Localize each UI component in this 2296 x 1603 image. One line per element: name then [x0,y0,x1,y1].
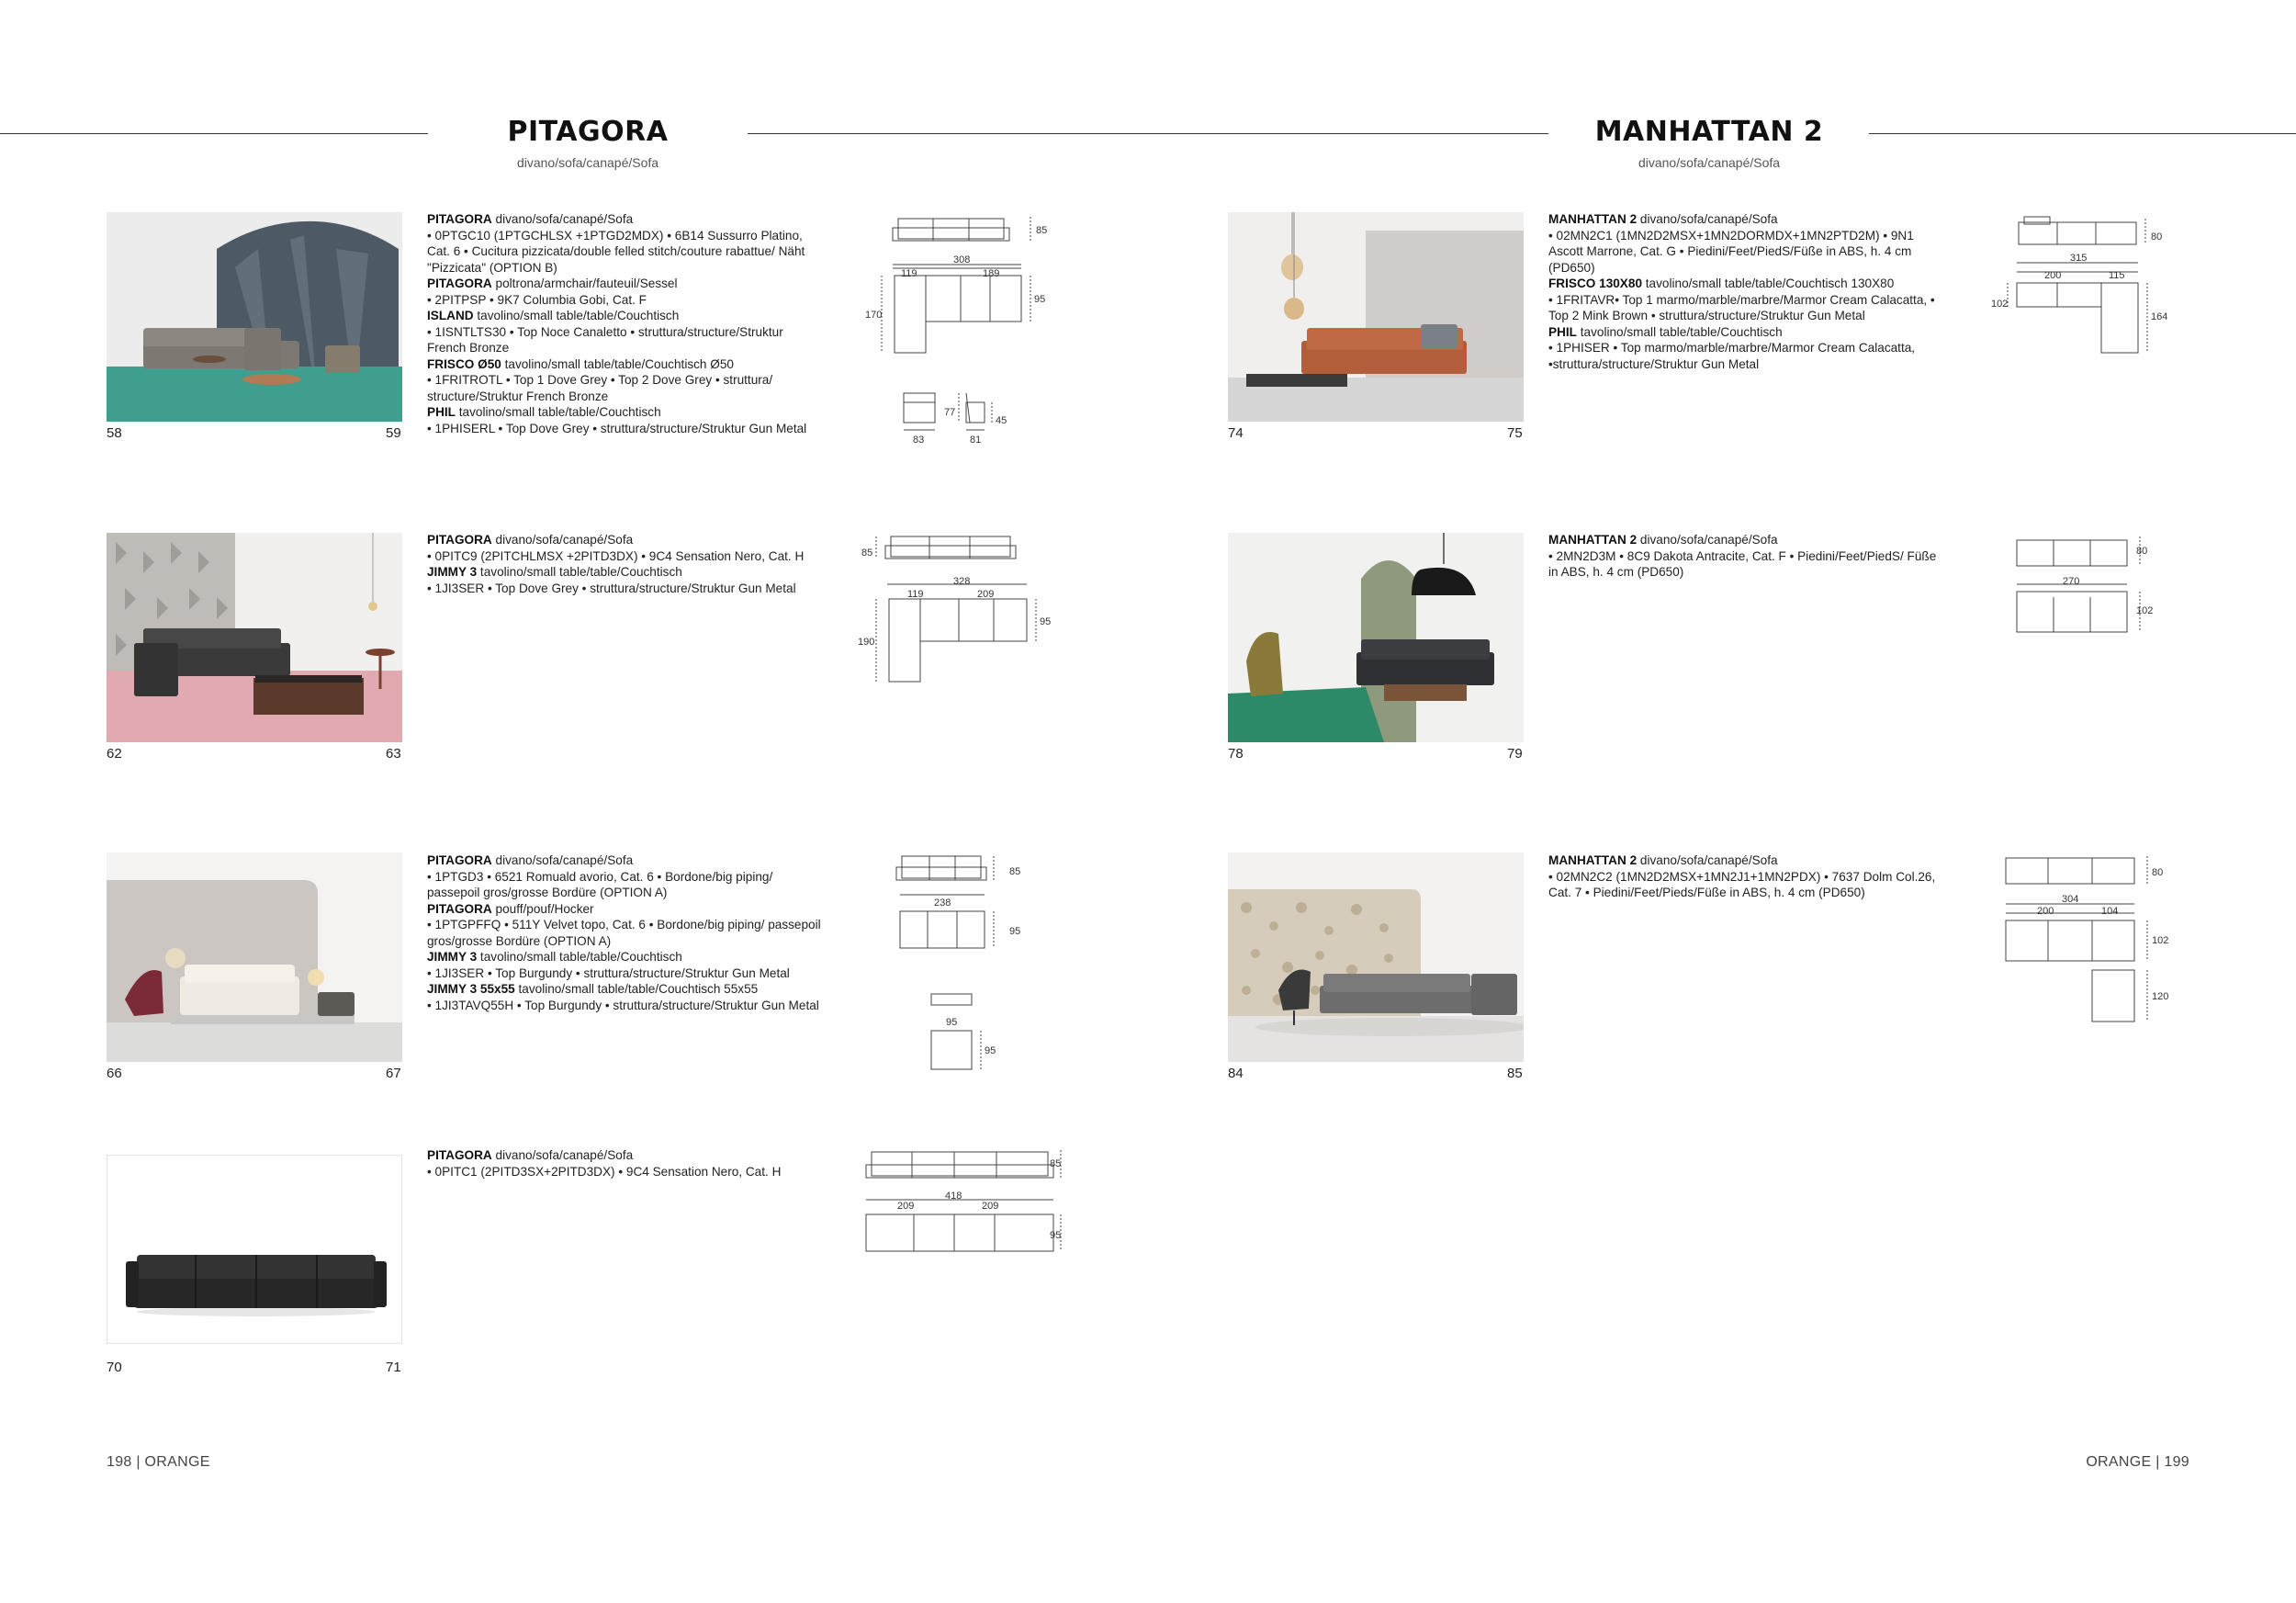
product-name: JIMMY 3 [427,950,478,964]
page-number: 71 [386,1360,401,1375]
product-detail: • 1JI3SER • Top Dove Grey • struttura/structure/Struktur Gun Metal [427,581,796,595]
product-detail: • 2MN2D3M • 8C9 Dakota Antracite, Cat. F • Piedini/Feet/PiedS/ Füße in ABS, h. 4 cm (PD650) [1548,548,1937,579]
header-rule-right [1869,133,2296,134]
dim-height: 85 [1036,225,1048,236]
page-number: 74 [1228,425,1244,441]
photo-illustration [107,852,402,1062]
description-line [1548,228,1943,277]
product-description-pitagora-3 [427,852,822,1013]
product-detail: tavolino/small table/table/Couchtisch [455,405,661,419]
description-line [427,917,822,949]
description-line [427,981,822,998]
product-detail: • 0PTGC10 (1PTGCHLSX +1PTGD2MDX) • 6B14 Sussurro Platino, Cat. 6 • Cucitura pizzicata/double felled stitch/couture rabattue/ Näht "Pizzicata" (OPTION B) [427,228,805,275]
dim-chair-seat: 45 [996,415,1007,426]
description-line [1548,324,1943,341]
dim-depth: 95 [1009,926,1021,937]
product-name: PITAGORA [427,1148,492,1162]
dim-height: 85 [861,548,873,559]
dim-section-a: 119 [901,268,917,279]
product-detail: tavolino/small table/table/Couchtisch [477,950,682,964]
description-line [427,308,822,324]
product-photo-pitagora-4 [107,1155,402,1344]
product-name: PITAGORA [427,901,492,916]
dim-left: 170 [865,310,883,321]
dimension-drawing-pitagora-2 [858,531,1065,696]
description-line [1548,292,1943,324]
dim-depth: 95 [1040,616,1052,627]
product-detail: • 1PHISERL • Top Dove Grey • struttura/structure/Struktur Gun Metal [427,421,807,435]
dim-height: 85 [1050,1158,1062,1169]
dim-section-b: 104 [2101,906,2119,917]
description-line [427,949,822,965]
product-detail: • 1PHISER • Top marmo/marble/marbre/Marmor Cream Calacatta, •struttura/structure/Struktur Gun Metal [1548,341,1916,371]
dim-width: 315 [2070,253,2088,264]
description-line [1548,276,1943,292]
product-photo-pitagora-3 [107,852,402,1062]
dim-right: 164 [2151,311,2168,322]
header-rule-left [0,133,428,134]
product-photo-manhattan-2 [1228,533,1524,742]
description-line [1548,852,1943,869]
product-name: MANHATTAN 2 [1548,212,1638,226]
description-line [427,421,822,437]
dim-width: 328 [953,576,971,587]
product-name: JIMMY 3 [427,565,478,579]
page-number: 59 [386,425,401,441]
description-line [427,548,822,565]
description-line [427,852,822,869]
dim-section-b: 209 [977,589,995,600]
dim-left: 190 [858,637,875,648]
dimension-drawing-pitagora-1 [865,209,1064,448]
dim-pouf-depth: 95 [985,1045,996,1056]
page-number: 70 [107,1360,122,1375]
description-line [427,276,822,292]
product-detail: divano/sofa/canapé/Sofa [1637,853,1778,867]
header-rule-middle [748,133,1548,134]
series-name: PITAGORA [507,116,669,148]
page-number: 78 [1228,746,1244,762]
product-description-manhattan-3 [1548,852,1943,901]
dim-depth: 102 [2136,605,2154,616]
product-photo-pitagora-1 [107,212,402,422]
dim-height: 80 [2136,546,2148,557]
product-detail: divano/sofa/canapé/Sofa [491,533,634,547]
dim-chair-width: 83 [913,435,925,446]
page-number: 66 [107,1066,122,1081]
dim-left: 102 [1991,299,2009,310]
page-number: 67 [386,1066,401,1081]
description-line [427,1147,822,1164]
product-detail: divano/sofa/canapé/Sofa [1637,533,1778,547]
page-number: 58 [107,425,122,441]
dim-section-a: 200 [2037,906,2054,917]
dim-section-a: 200 [2044,270,2062,281]
description-line [1548,548,1943,581]
dim-depth: 95 [1034,294,1046,305]
product-name: PITAGORA [427,277,492,290]
description-line [1548,532,1943,548]
dimension-drawing-manhattan-2 [2011,531,2167,641]
product-detail: tavolino/small table/table/Couchtisch 55x55 [514,982,759,996]
product-detail: • 1PTGD3 • 6521 Romuald avorio, Cat. 6 • Bordone/big piping/ passepoil gros/grosse Bordüre (OPTION A) [427,869,773,899]
dimension-drawing-manhattan-3 [2000,851,2175,1025]
dim-section-b: 115 [2109,270,2125,281]
page-number: 79 [1507,746,1523,762]
product-name: JIMMY 3 55x55 [427,982,515,996]
product-name: MANHATTAN 2 [1548,533,1638,547]
page-number: 85 [1507,1066,1523,1081]
product-detail: poltrona/armchair/fauteuil/Sessel [491,277,678,290]
description-line [1548,211,1943,228]
description-line [427,901,822,918]
description-line [427,356,822,373]
dim-width: 304 [2062,894,2079,905]
series-title-pitagora [404,116,771,170]
description-line [427,998,822,1014]
dim-section-b: 209 [982,1201,999,1212]
product-description-pitagora-4 [427,1147,822,1180]
description-line [427,211,822,228]
dimension-drawing-pitagora-3 [891,851,1038,1080]
product-name: PHIL [1548,324,1577,339]
product-name: PITAGORA [427,212,492,226]
description-line [427,581,822,597]
dim-width: 418 [945,1191,962,1202]
description-line [1548,869,1943,901]
product-detail: tavolino/small table/table/Couchtisch [473,309,680,322]
product-name: ISLAND [427,309,474,322]
dim-width: 308 [953,254,971,265]
description-line [427,1164,822,1180]
photo-illustration [107,1156,401,1343]
product-detail: • 1FRITROTL • Top 1 Dove Grey • Top 2 Dove Grey • struttura/ structure/Struktur French Bronze [427,373,773,403]
page-number: 84 [1228,1066,1244,1081]
product-description-pitagora-2 [427,532,822,596]
page-number: 75 [1507,425,1523,441]
dim-chair-depth: 81 [970,435,982,446]
product-name: FRISCO Ø50 [427,356,501,371]
page-number: 62 [107,746,122,762]
product-detail: tavolino/small table/table/Couchtisch [1576,324,1783,339]
photo-illustration [107,533,402,742]
photo-illustration [107,212,402,422]
product-name: PITAGORA [427,853,492,867]
product-detail: • 2PITPSP • 9K7 Columbia Gobi, Cat. F [427,292,647,307]
product-photo-pitagora-2 [107,533,402,742]
description-line [427,564,822,581]
dim-width: 238 [934,897,951,909]
photo-illustration [1228,533,1524,742]
dim-height: 80 [2151,231,2163,243]
description-line [427,532,822,548]
series-subtitle: divano/sofa/canapé/Sofa [516,155,659,170]
dim-height: 80 [2152,867,2164,878]
description-line [427,869,822,901]
description-line [427,372,822,404]
dimension-drawing-pitagora-4 [859,1146,1070,1266]
product-detail: tavolino/small table/table/Couchtisch [477,565,682,579]
photo-illustration [1228,852,1524,1062]
product-detail: divano/sofa/canapé/Sofa [491,1148,634,1162]
description-line [427,228,822,277]
product-detail: • 0PITC1 (2PITD3SX+2PITD3DX) • 9C4 Sensation Nero, Cat. H [427,1164,782,1179]
dim-right: 120 [2152,991,2169,1002]
product-detail: • 02MN2C2 (1MN2D2MSX+1MN2J1+1MN2PDX) • 7637 Dolm Col.26, Cat. 7 • Piedini/Feet/Pieds/Füße in ABS, h. 4 cm (PD650) [1548,869,1936,899]
footer-page-left: 198 | ORANGE [107,1454,210,1470]
footer-page-right: ORANGE | 199 [2086,1454,2189,1470]
product-detail: • 1FRITAVR• Top 1 marmo/marble/marbre/Marmor Cream Calacatta, • Top 2 Mink Brown • struttura/structure/Struktur Gun Metal [1548,292,1935,322]
description-line [427,324,822,356]
dimension-drawing-manhattan-1 [1991,209,2175,366]
product-detail: tavolino/small table/table/Couchtisch 130X80 [1642,277,1895,290]
dim-section-b: 189 [983,268,1000,279]
product-description-manhattan-2 [1548,532,1943,581]
dim-depth: 102 [2152,935,2169,946]
series-subtitle: divano/sofa/canapé/Sofa [1638,155,1781,170]
product-detail: • 0PITC9 (2PITCHLMSX +2PITD3DX) • 9C4 Sensation Nero, Cat. H [427,548,805,563]
page-number: 63 [386,746,401,762]
product-detail: • 02MN2C1 (1MN2D2MSX+1MN2DORMDX+1MN2PTD2M) • 9N1 Ascott Marrone, Cat. G • Piedini/Feet/PiedS/Füße in ABS, h. 4 cm (PD650) [1548,228,1914,275]
series-title-manhattan [1525,116,1893,170]
dim-depth: 95 [1050,1230,1062,1241]
product-detail: divano/sofa/canapé/Sofa [491,212,634,226]
description-line [427,292,822,309]
product-description-manhattan-1 [1548,211,1943,372]
product-photo-manhattan-3 [1228,852,1524,1062]
product-detail: • 1JI3SER • Top Burgundy • struttura/structure/Struktur Gun Metal [427,965,790,980]
dim-width: 270 [2063,576,2080,587]
dim-height: 85 [1009,866,1021,877]
description-line [427,965,822,982]
product-name: PHIL [427,405,456,419]
description-line [427,404,822,421]
series-name: MANHATTAN 2 [1594,116,1824,148]
product-detail: • 1PTGPFFQ • 511Y Velvet topo, Cat. 6 • Bordone/big piping/ passepoil gros/grosse Bordüre (OPTION A) [427,918,821,948]
product-detail: pouff/pouf/Hocker [491,901,594,916]
photo-illustration [1228,212,1524,422]
product-detail: tavolino/small table/table/Couchtisch Ø50 [501,356,734,371]
description-line [1548,340,1943,372]
product-description-pitagora-1 [427,211,822,436]
product-detail: • 1ISNTLTS30 • Top Noce Canaletto • struttura/structure/Struktur French Bronze [427,324,783,355]
product-detail: • 1JI3TAVQ55H • Top Burgundy • struttura/structure/Struktur Gun Metal [427,998,819,1012]
product-name: FRISCO 130X80 [1548,277,1642,290]
dim-pouf-width: 95 [946,1017,958,1028]
product-name: MANHATTAN 2 [1548,853,1638,867]
product-photo-manhattan-1 [1228,212,1524,422]
product-detail: divano/sofa/canapé/Sofa [1637,212,1778,226]
product-detail: divano/sofa/canapé/Sofa [491,853,634,867]
dim-chair-height: 77 [944,407,956,418]
dim-section-a: 119 [907,589,924,600]
dim-section-a: 209 [897,1201,915,1212]
product-name: PITAGORA [427,533,492,547]
